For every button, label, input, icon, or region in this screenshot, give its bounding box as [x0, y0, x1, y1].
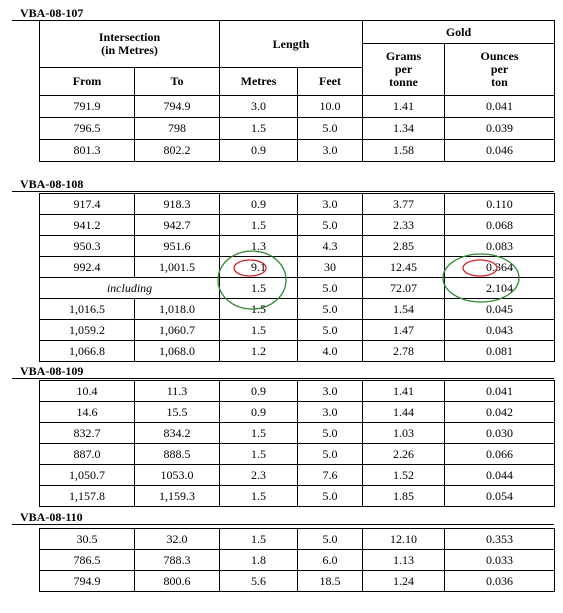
header-ounces: Ounces per ton [445, 44, 555, 96]
cell-to: 788.3 [135, 550, 220, 571]
cell-from: 10.4 [40, 381, 135, 402]
cell-ounces: 0.353 [445, 529, 555, 550]
header-intersection: Intersection (in Metres) [40, 21, 220, 68]
cell-feet: 6.0 [298, 550, 363, 571]
cell-grams: 2.78 [363, 341, 445, 362]
cell-to: 834.2 [135, 423, 220, 444]
cell-feet: 10.0 [298, 96, 363, 118]
cell-to: 1,001.5 [135, 257, 220, 278]
cell-from: 786.5 [40, 550, 135, 571]
cell-to: 951.6 [135, 236, 220, 257]
cell-from: 1,157.8 [40, 486, 135, 507]
cell-from: 14.6 [40, 402, 135, 423]
cell-metres: 5.6 [220, 571, 298, 592]
cell-from: 832.7 [40, 423, 135, 444]
table-row [40, 465, 555, 486]
cell-feet: 5.0 [298, 320, 363, 341]
drill-table-vba-08-110 [39, 528, 555, 592]
cell-feet: 4.0 [298, 341, 363, 362]
cell-feet: 5.0 [298, 423, 363, 444]
cell-feet: 5.0 [298, 299, 363, 320]
cell-grams: 2.33 [363, 215, 445, 236]
cell-to: 15.5 [135, 402, 220, 423]
cell-ounces: 0.054 [445, 486, 555, 507]
cell-metres: 0.9 [220, 194, 298, 215]
cell-metres: 1.3 [220, 236, 298, 257]
cell-ounces: 0.066 [445, 444, 555, 465]
cell-metres: 0.9 [220, 381, 298, 402]
table-row [40, 550, 555, 571]
cell-feet: 5.0 [298, 444, 363, 465]
cell-grams: 1.52 [363, 465, 445, 486]
cell-metres: 9.1 [220, 257, 298, 278]
section-title-vba-08-110: VBA-08-110 [20, 510, 83, 524]
cell-grams: 12.45 [363, 257, 445, 278]
cell-from: 950.3 [40, 236, 135, 257]
cell-metres: 3.0 [220, 96, 298, 118]
cell-from: 1,059.2 [40, 320, 135, 341]
table-row [40, 529, 555, 550]
cell-feet: 3.0 [298, 402, 363, 423]
cell-to: 802.2 [135, 140, 220, 162]
cell-ounces: 0.030 [445, 423, 555, 444]
cell-feet: 5.0 [298, 278, 363, 299]
cell-to: 1,018.0 [135, 299, 220, 320]
cell-from: 992.4 [40, 257, 135, 278]
cell-metres: 1.8 [220, 550, 298, 571]
header-gold: Gold [363, 21, 555, 44]
cell-grams: 72.07 [363, 278, 445, 299]
cell-to: 1,060.7 [135, 320, 220, 341]
cell-metres: 1.5 [220, 444, 298, 465]
cell-ounces: 0.041 [445, 381, 555, 402]
cell-to: 1053.0 [135, 465, 220, 486]
cell-ounces: 0.081 [445, 341, 555, 362]
cell-from: 1,050.7 [40, 465, 135, 486]
cell-feet: 18.5 [298, 571, 363, 592]
table-row [40, 381, 555, 402]
section-title-vba-08-107: VBA-08-107 [20, 6, 84, 20]
cell-to: 1,159.3 [135, 486, 220, 507]
cell-from: 917.4 [40, 194, 135, 215]
table-row [40, 299, 555, 320]
drill-table-vba-08-109 [39, 380, 555, 507]
table-row [40, 236, 555, 257]
cell-feet: 5.0 [298, 529, 363, 550]
drill-table-vba-08-108 [39, 193, 555, 362]
cell-grams: 1.41 [363, 96, 445, 118]
cell-grams: 1.41 [363, 381, 445, 402]
cell-grams: 1.44 [363, 402, 445, 423]
cell-ounces: 0.068 [445, 215, 555, 236]
header-from: From [40, 68, 135, 96]
cell-to: 800.6 [135, 571, 220, 592]
cell-ounces: 0.046 [445, 140, 555, 162]
table-row [40, 96, 555, 118]
table-row [40, 402, 555, 423]
cell-from: 791.9 [40, 96, 135, 118]
table-row [40, 257, 555, 278]
cell-grams: 1.58 [363, 140, 445, 162]
table-row [40, 486, 555, 507]
table-row [40, 423, 555, 444]
cell-from: 801.3 [40, 140, 135, 162]
cell-from: 887.0 [40, 444, 135, 465]
cell-grams: 2.85 [363, 236, 445, 257]
section-rule [12, 524, 554, 525]
drill-table-vba-08-107 [39, 20, 555, 162]
cell-ounces: 0.083 [445, 236, 555, 257]
cell-from: 941.2 [40, 215, 135, 236]
table-row [40, 320, 555, 341]
cell-feet: 3.0 [298, 381, 363, 402]
table-row [40, 215, 555, 236]
cell-ounces: 0.039 [445, 118, 555, 140]
cell-grams: 1.03 [363, 423, 445, 444]
cell-metres: 1.5 [220, 278, 298, 299]
cell-to: 942.7 [135, 215, 220, 236]
cell-ounces: 0.045 [445, 299, 555, 320]
cell-ounces: 0.033 [445, 550, 555, 571]
cell-from: 1,016.5 [40, 299, 135, 320]
cell-ounces: 0.042 [445, 402, 555, 423]
cell-metres: 1.5 [220, 215, 298, 236]
section-rule [12, 191, 554, 192]
cell-ounces: 0.044 [445, 465, 555, 486]
cell-to: 798 [135, 118, 220, 140]
section-title-vba-08-109: VBA-08-109 [20, 364, 84, 378]
table-row [40, 444, 555, 465]
cell-ounces: 0.364 [445, 257, 555, 278]
section-title-vba-08-108: VBA-08-108 [20, 177, 84, 191]
cell-metres: 1.5 [220, 423, 298, 444]
cell-ounces: 0.110 [445, 194, 555, 215]
cell-grams: 1.47 [363, 320, 445, 341]
table-row-including [40, 278, 555, 299]
cell-feet: 4.3 [298, 236, 363, 257]
cell-ounces: 0.036 [445, 571, 555, 592]
cell-feet: 7.6 [298, 465, 363, 486]
header-grams: Grams per tonne [363, 44, 445, 96]
cell-grams: 1.54 [363, 299, 445, 320]
cell-metres: 0.9 [220, 402, 298, 423]
cell-feet: 5.0 [298, 486, 363, 507]
cell-grams: 1.24 [363, 571, 445, 592]
cell-grams: 3.77 [363, 194, 445, 215]
cell-grams: 12.10 [363, 529, 445, 550]
table-row [40, 194, 555, 215]
table-row [40, 571, 555, 592]
cell-ounces: 0.043 [445, 320, 555, 341]
cell-feet: 3.0 [298, 194, 363, 215]
cell-metres: 2.3 [220, 465, 298, 486]
cell-feet: 5.0 [298, 215, 363, 236]
header-metres: Metres [220, 68, 298, 96]
cell-feet: 30 [298, 257, 363, 278]
cell-feet: 5.0 [298, 118, 363, 140]
section-rule [12, 378, 554, 379]
cell-grams: 1.34 [363, 118, 445, 140]
cell-metres: 1.5 [220, 486, 298, 507]
cell-to: 918.3 [135, 194, 220, 215]
table-row [40, 118, 555, 140]
cell-to: 1,068.0 [135, 341, 220, 362]
cell-metres: 0.9 [220, 140, 298, 162]
cell-to: 32.0 [135, 529, 220, 550]
cell-from: 1,066.8 [40, 341, 135, 362]
cell-to: 888.5 [135, 444, 220, 465]
cell-metres: 1.5 [220, 529, 298, 550]
cell-including-label: including [40, 278, 220, 299]
cell-feet: 3.0 [298, 140, 363, 162]
cell-to: 794.9 [135, 96, 220, 118]
cell-ounces: 0.041 [445, 96, 555, 118]
cell-metres: 1.5 [220, 299, 298, 320]
cell-from: 796.5 [40, 118, 135, 140]
cell-ounces: 2.104 [445, 278, 555, 299]
table-row [40, 140, 555, 162]
cell-from: 30.5 [40, 529, 135, 550]
table-row [40, 341, 555, 362]
cell-grams: 1.85 [363, 486, 445, 507]
header-feet: Feet [298, 68, 363, 96]
cell-metres: 1.2 [220, 341, 298, 362]
cell-to: 11.3 [135, 381, 220, 402]
cell-metres: 1.5 [220, 118, 298, 140]
cell-metres: 1.5 [220, 320, 298, 341]
cell-from: 794.9 [40, 571, 135, 592]
header-to: To [135, 68, 220, 96]
cell-grams: 1.13 [363, 550, 445, 571]
header-length: Length [220, 21, 363, 68]
cell-grams: 2.26 [363, 444, 445, 465]
